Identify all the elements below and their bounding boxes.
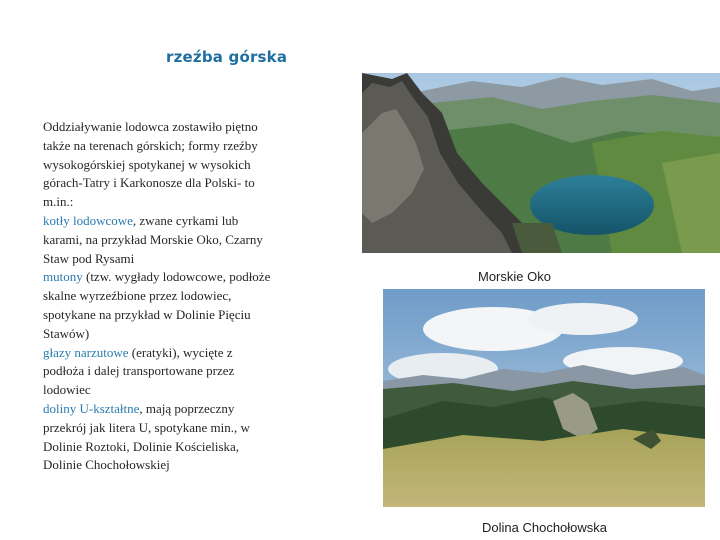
term-description: (tzw. wygłady lodowcowe, podłoże skalne wyrzeźbione przez lodowiec, spotykane na przykład w Dolinie Pięciu Stawów) xyxy=(43,269,271,341)
page-title: rzeźba górska xyxy=(166,48,288,66)
dolina-chocholowska-photo xyxy=(383,289,705,507)
mountain-valley-photo xyxy=(383,289,705,507)
list-item xyxy=(43,344,273,400)
intro-paragraph: Oddziaływanie lodowca zostawiło piętno także na terenach górskich; formy rzeźby wysokogórskiej spotykanej w wysokich górach-Tatry i Karkonosze dla Polski- to m.in.: xyxy=(43,119,258,210)
mountain-lake-photo xyxy=(362,73,720,253)
list-item xyxy=(43,400,273,475)
term-highlight: doliny U-kształtne xyxy=(43,400,140,416)
term-highlight: mutony xyxy=(43,269,83,285)
list-item xyxy=(43,212,273,268)
description-text xyxy=(43,118,273,475)
term-description: , mają poprzeczny przekrój jak litera U, spotykane min., w Dolinie Roztoki, Dolinie Kościeliska, Dolinie Chochołowskiej xyxy=(43,400,250,473)
photo-caption: Dolina Chochołowska xyxy=(482,520,608,535)
morskie-oko-photo xyxy=(362,73,720,253)
term-highlight: kotły lodowcowe xyxy=(43,212,133,228)
term-highlight: głazy narzutowe xyxy=(43,344,129,360)
photo-caption: Morskie Oko xyxy=(478,269,551,284)
term-description: (eratyki), wycięte z podłoża i dalej transportowane przez lodowiec xyxy=(43,344,235,398)
term-description: , zwane cyrkami lub karami, na przykład Morskie Oko, Czarny Staw pod Rysami xyxy=(43,212,263,266)
list-item xyxy=(43,268,273,343)
